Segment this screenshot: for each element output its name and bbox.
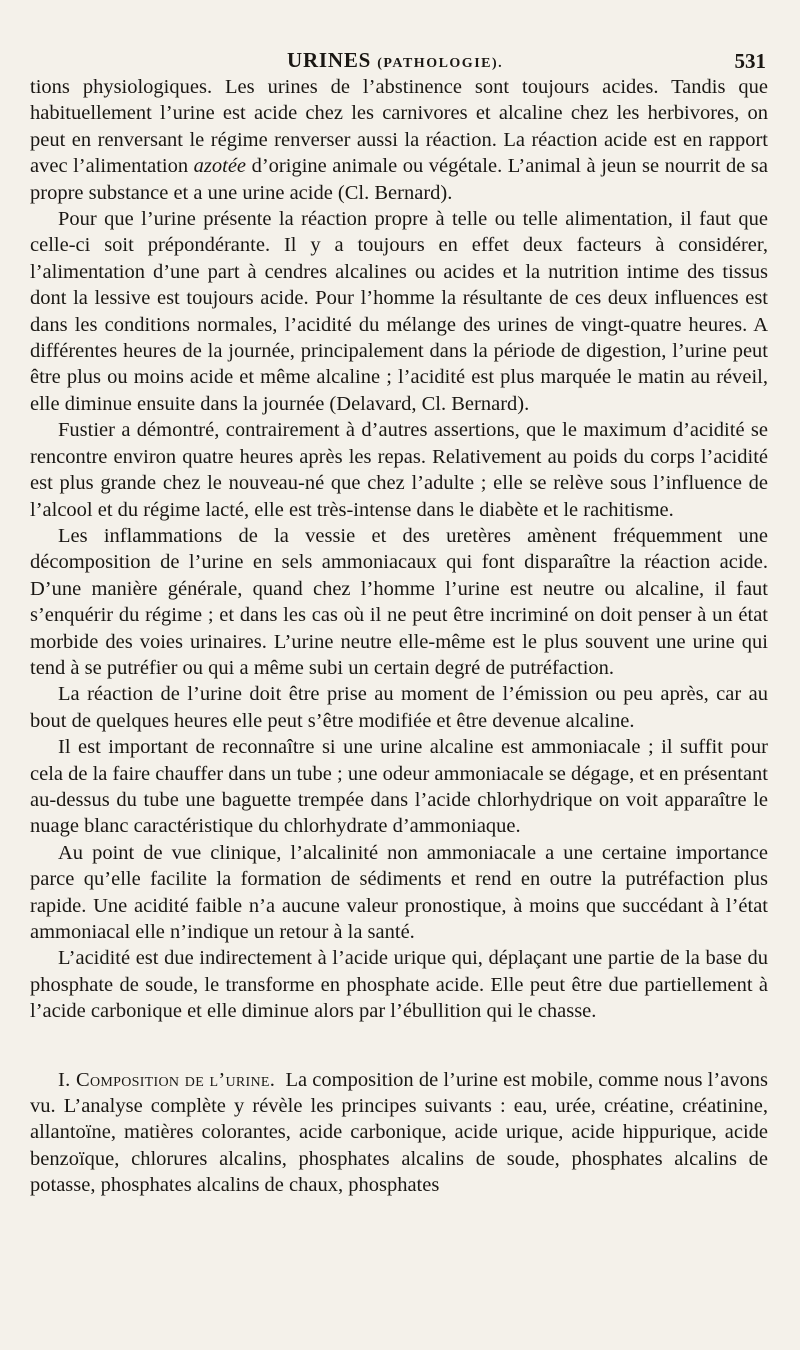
section-heading: I. Composition de l’urine. <box>58 1068 276 1091</box>
page-number: 531 <box>734 49 766 73</box>
body-text <box>30 74 768 1199</box>
running-title-sub: (PATHOLOGIE). <box>377 56 504 71</box>
paragraph-5: La réaction de l’urine doit être prise au moment de l’émission ou peu après, car au bout de quelques heures elle peut s’être modifiée et être devenue alcaline. <box>30 683 768 732</box>
running-title-main: URINES <box>287 48 372 72</box>
paragraph-4: Les inflammations de la vessie et des uretères amènent fréquemment une décomposition de l’urine en sels ammoniacaux qui font disparaître la réaction acide. D’une manière générale, quand chez l’homme l’urine est neutre ou alcaline, il faut s’enquérir du régime ; et dans les cas où il ne peut être incriminé on doit penser à un état morbide des voies urinaires. L’urine neutre elle-même est le plus souvent une urine qui tend à se putréfier ou qui a même subi un certain degré de putréfaction. <box>30 524 768 679</box>
paragraph-6: Il est important de reconnaître si une urine alcaline est ammoniacale ; il suffit pour cela de la faire chauffer dans un tube ; une odeur ammoniacale se dégage, et en présentant au-dessus du tube une baguette trempée dans l’acide chlorhydrique on voit apparaître le nuage blanc caractéristique du chlorhydrate d’ammoniaque. <box>30 736 768 838</box>
running-head <box>30 44 768 74</box>
paragraph-9: I. Composition de l’urine. La composition de l’urine est mobile, comme nous l’avons vu. L’analyse complète y révèle les principes suivants : eau, urée, créatine, créatinine, allantoïne, matières colorantes, acide carbonique, acide urique, acide hippurique, acide benzoïque, chlorures alcalins, phosphates alcalins de soude, phosphates alcalins de potasse, phosphates alcalins de chaux, phosphates <box>30 1068 769 1197</box>
section-spacer <box>30 1025 768 1067</box>
paragraph-3: Fustier a démontré, contrairement à d’autres assertions, que le maximum d’acidité se rencontre environ quatre heures après les repas. Relativement au poids du corps l’acidité est plus grande chez le nouveau-né que chez l’adulte ; elle se relève sous l’influence de l’alcool et du régime lacté, elle est très-intense dans le diabète et le rachitisme. <box>30 419 768 521</box>
paragraph-1: tions physiologiques. Les urines de l’abstinence sont toujours acides. Tandis que habituellement l’urine est acide chez les carnivores et alcaline chez les herbivores, on peut en renversant le régime renverser aussi la réaction. La réaction acide est en rapport avec l’alimentation azotée d’origine animale ou végétale. L’animal à jeun se nourrit de sa propre substance et a une urine acide (Cl. Bernard). <box>30 76 769 204</box>
paragraph-8: L’acidité est due indirectement à l’acide urique qui, déplaçant une partie de la base du phosphate de soude, le transforme en phosphate acide. Elle peut être due partiellement à l’acide carbonique et elle diminue alors par l’ébullition qui le chasse. <box>30 947 768 1023</box>
paragraph-2: Pour que l’urine présente la réaction propre à telle ou telle alimentation, il faut que celle-ci soit prépondérante. Il y a toujours en effet deux facteurs à considérer, l’alimentation d’une part à cendres alcalines ou acides et la nutrition intime des tissus dont la lessive est toujours acide. Pour l’homme la résultante de ces deux influences est dans les conditions normales, l’acidité du mélange des urines de vingt-quatre heures. A différentes heures de la journée, principalement dans la période de digestion, l’urine peut être plus ou moins acide et même alcaline ; l’acidité est plus marquée le matin au réveil, elle diminue ensuite dans la journée (Delavard, Cl. Bernard). <box>30 208 768 415</box>
emphasis-azotee: azotée <box>193 155 247 178</box>
running-title <box>287 48 503 73</box>
paragraph-7: Au point de vue clinique, l’alcalinité non ammoniacale a une certaine importance parce qu’elle facilite la formation de sédiments et rend en outre la putréfaction plus rapide. Une acidité faible n’a aucune valeur pronostique, à moins que succédant à l’état ammoniacal elle n’indique un retour à la santé. <box>30 841 768 943</box>
